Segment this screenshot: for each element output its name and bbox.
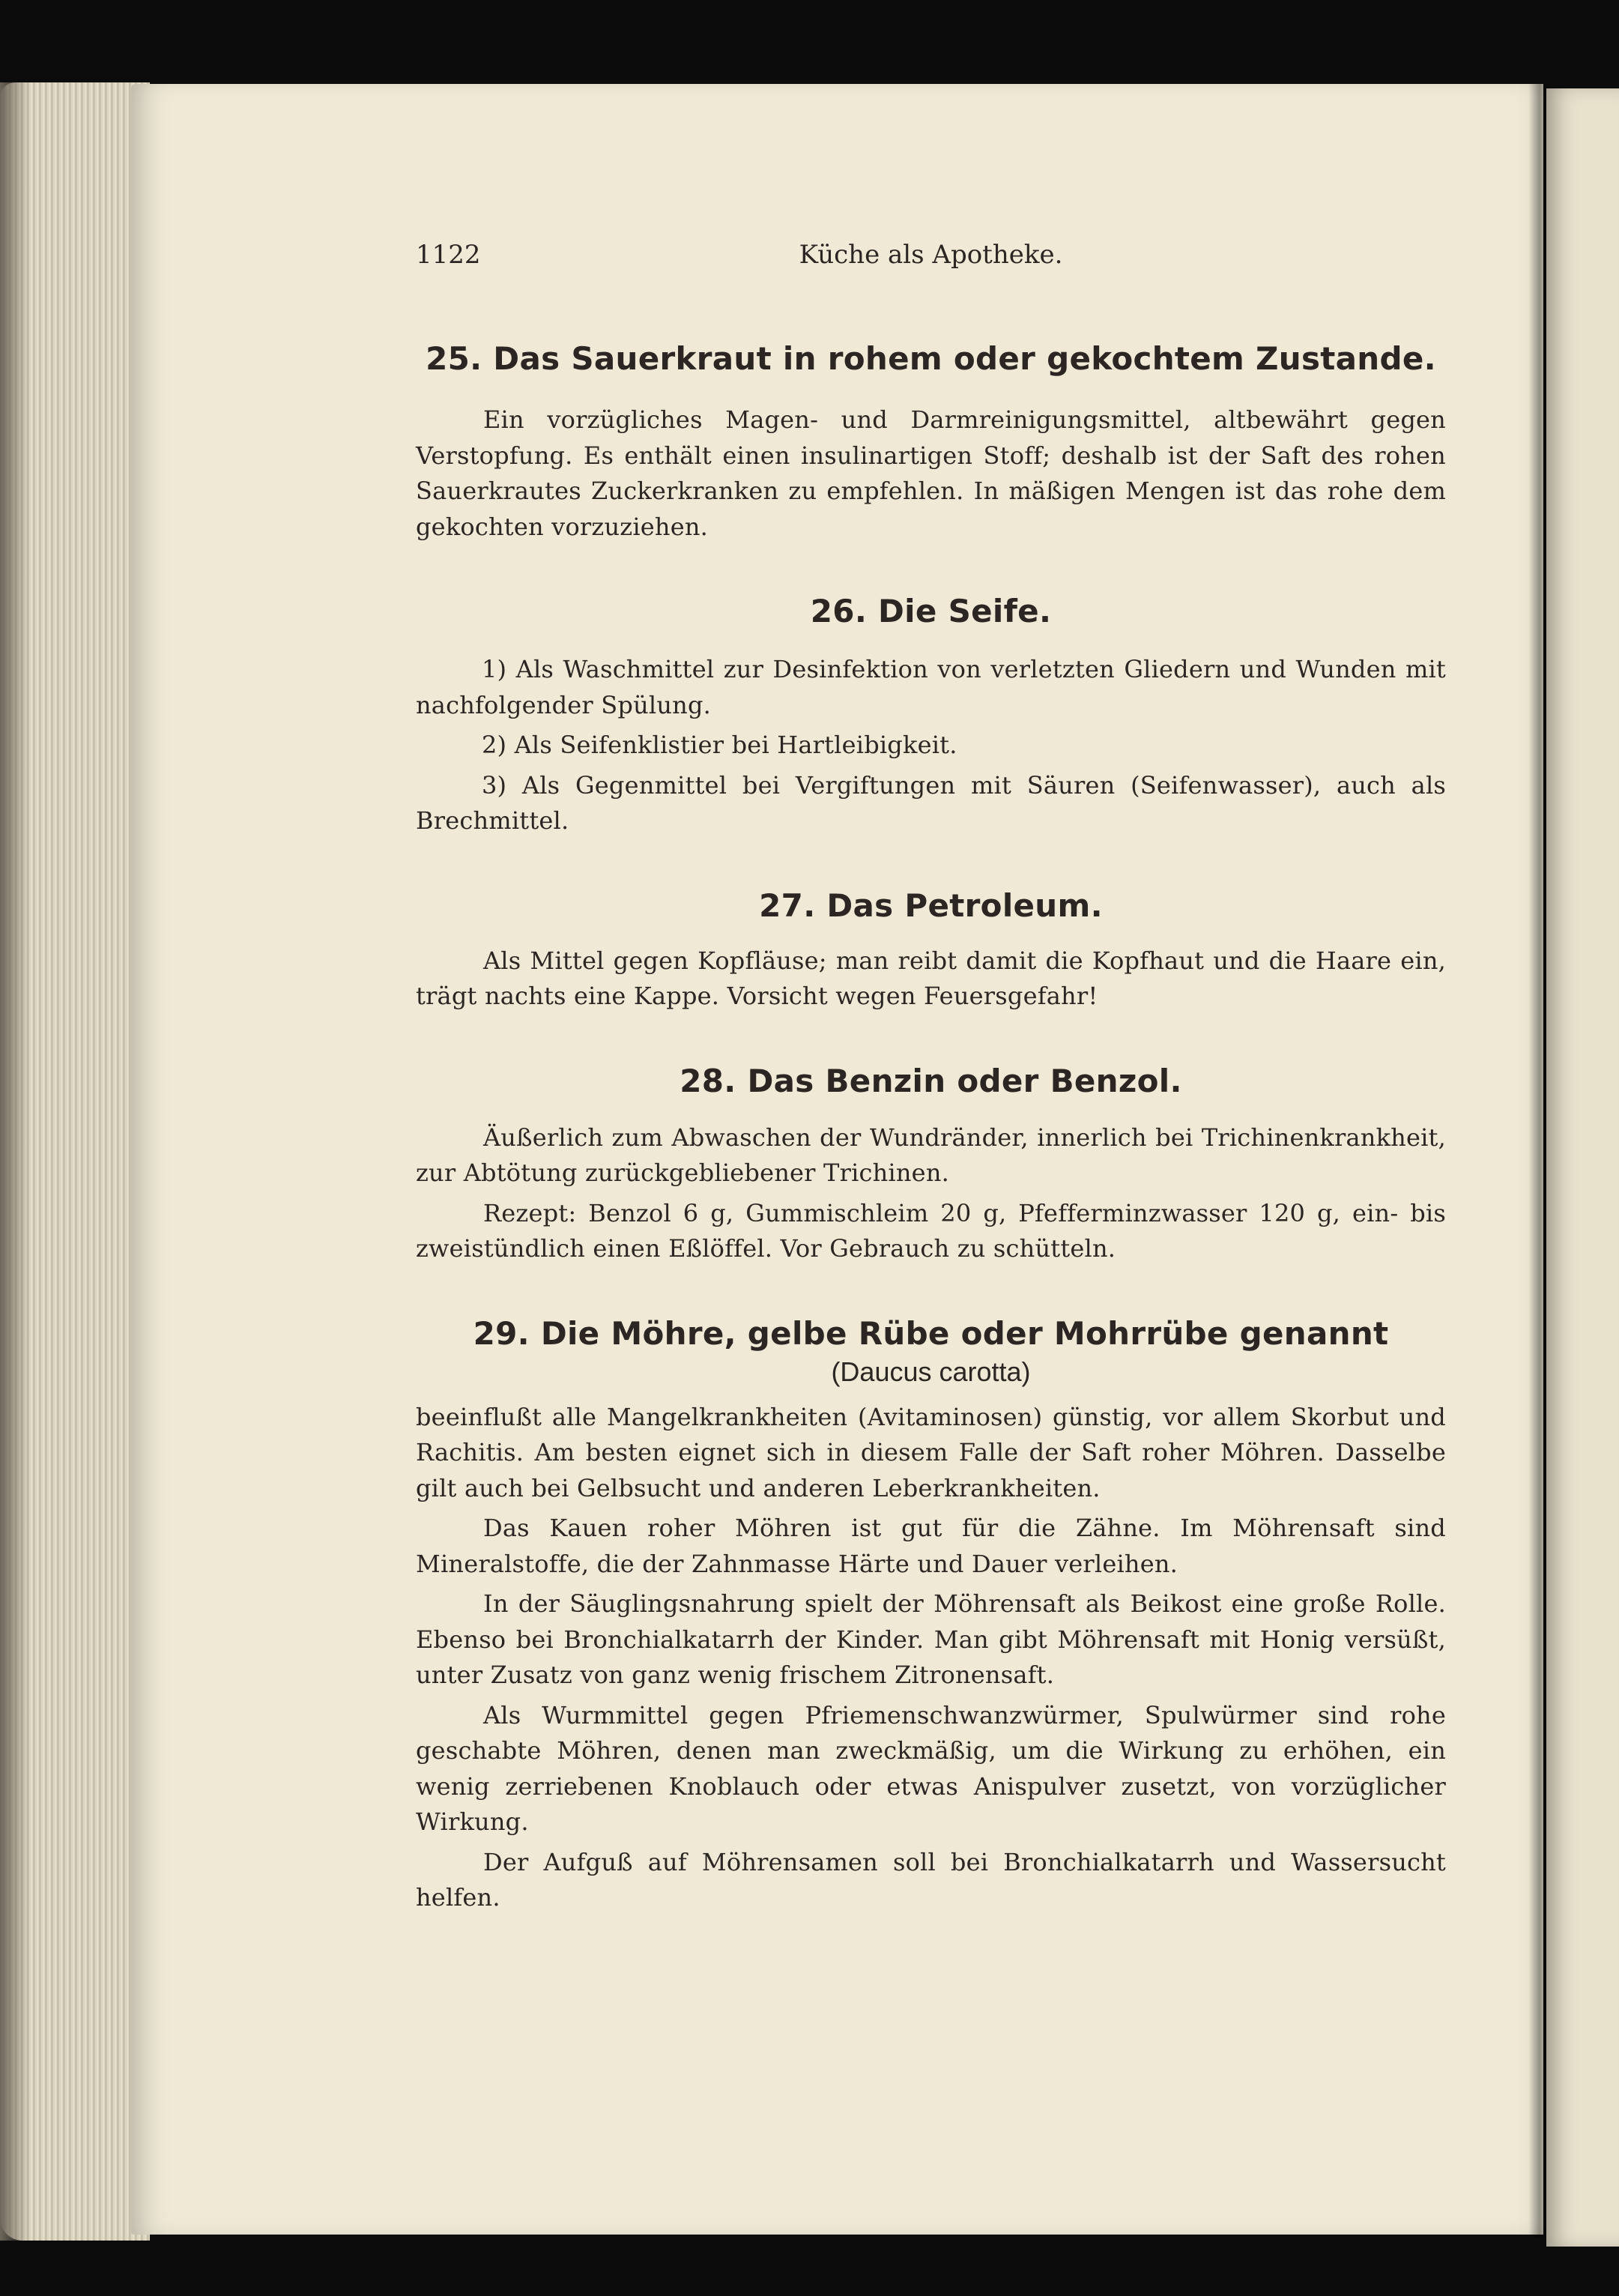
section-paragraph: beeinflußt alle Mangelkrankheiten (Avitaminosen) günstig, vor allem Skorbut und Rachitis. Am besten eignet sich in diesem Falle der Saft roher Möhren. Dasselbe gilt auch bei Gelbsucht und anderen Leberkrankheiten. <box>416 1402 1446 1502</box>
section-paragraph: Der Aufguß auf Möhrensamen soll bei Bronchialkatarrh und Wassersucht helfen. <box>416 1847 1446 1912</box>
section-paragraph: Als Mittel gegen Kopfläuse; man reibt damit die Kopfhaut und die Haare ein, trägt nachts eine Kappe. Vorsicht wegen Feuersgefahr! <box>416 946 1446 1010</box>
section-paragraph: Als Wurmmittel gegen Pfriemenschwanzwürmer, Spulwürmer sind rohe geschabte Möhren, denen man zweckmäßig, um die Wirkung zu erhöhen, ein wenig zerriebenen Knoblauch oder etwas Anispulver zusetzt, von vorzüglicher Wirkung. <box>416 1700 1446 1836</box>
section-title: 27. Das Petroleum. <box>759 886 1103 924</box>
running-head <box>416 240 1446 285</box>
section-petroleum <box>416 887 1446 1015</box>
list-item: 1) Als Waschmittel zur Desinfektion von verletzten Gliedern und Wunden mit nachfolgender Spülung. <box>416 655 1446 719</box>
list-item: 2) Als Seifenklistier bei Hartleibigkeit. <box>482 731 957 759</box>
section-title: 29. Die Möhre, gelbe Rübe oder Mohrrübe genannt <box>473 1314 1389 1352</box>
section-paragraph: Ein vorzügliches Magen- und Darmreinigungsmittel, altbewährt gegen Verstopfung. Es enthält einen insulinartigen Stoff; deshalb ist der Saft des rohen Sauerkrautes Zuckerkranken zu empfehlen. In mäßigen Mengen ist das rohe dem gekochten vorzuziehen. <box>416 405 1446 541</box>
book-edge-shadow <box>0 82 30 2241</box>
section-paragraph: Das Kauen roher Möhren ist gut für die Zähne. Im Möhrensaft sind Mineralstoffe, die der Zahnmasse Härte und Dauer verleihen. <box>416 1514 1446 1578</box>
section-paragraph: Rezept: Benzol 6 g, Gummischleim 20 g, Pfefferminzwasser 120 g, ein- bis zweistündlich einen Eßlöffel. Vor Gebrauch zu schütteln. <box>416 1198 1446 1263</box>
section-seife <box>416 593 1446 839</box>
section-title: 26. Die Seife. <box>810 593 1052 629</box>
section-paragraph: In der Säuglingsnahrung spielt der Möhrensaft als Beikost eine große Rolle. Ebenso bei Bronchialkatarrh der Kinder. Man gibt Möhrensaft mit Honig versüßt, unter Zusatz von ganz wenig frischem Zitronensaft. <box>416 1589 1446 1689</box>
section-sauerkraut <box>416 340 1446 545</box>
list-item: 3) Als Gegenmittel bei Vergiftungen mit Säuren (Seifenwasser), auch als Brechmittel. <box>416 770 1446 835</box>
section-paragraph: Äußerlich zum Abwaschen der Wundränder, innerlich bei Trichinenkrankheit, zur Abtötung zurückgebliebener Trichinen. <box>416 1123 1446 1187</box>
section-benzin <box>416 1063 1446 1267</box>
page-number: 1122 <box>416 240 481 270</box>
section-moehre <box>416 1315 1446 1916</box>
facing-page-edge <box>1546 88 1619 2247</box>
section-subtitle: (Daucus carotta) <box>831 1356 1031 1387</box>
page-content <box>416 240 1446 1921</box>
section-title: 25. Das Sauerkraut in rohem oder gekochtem Zustande. <box>426 340 1436 377</box>
section-title: 28. Das Benzin oder Benzol. <box>680 1062 1182 1099</box>
running-title: Küche als Apotheke. <box>799 240 1063 270</box>
